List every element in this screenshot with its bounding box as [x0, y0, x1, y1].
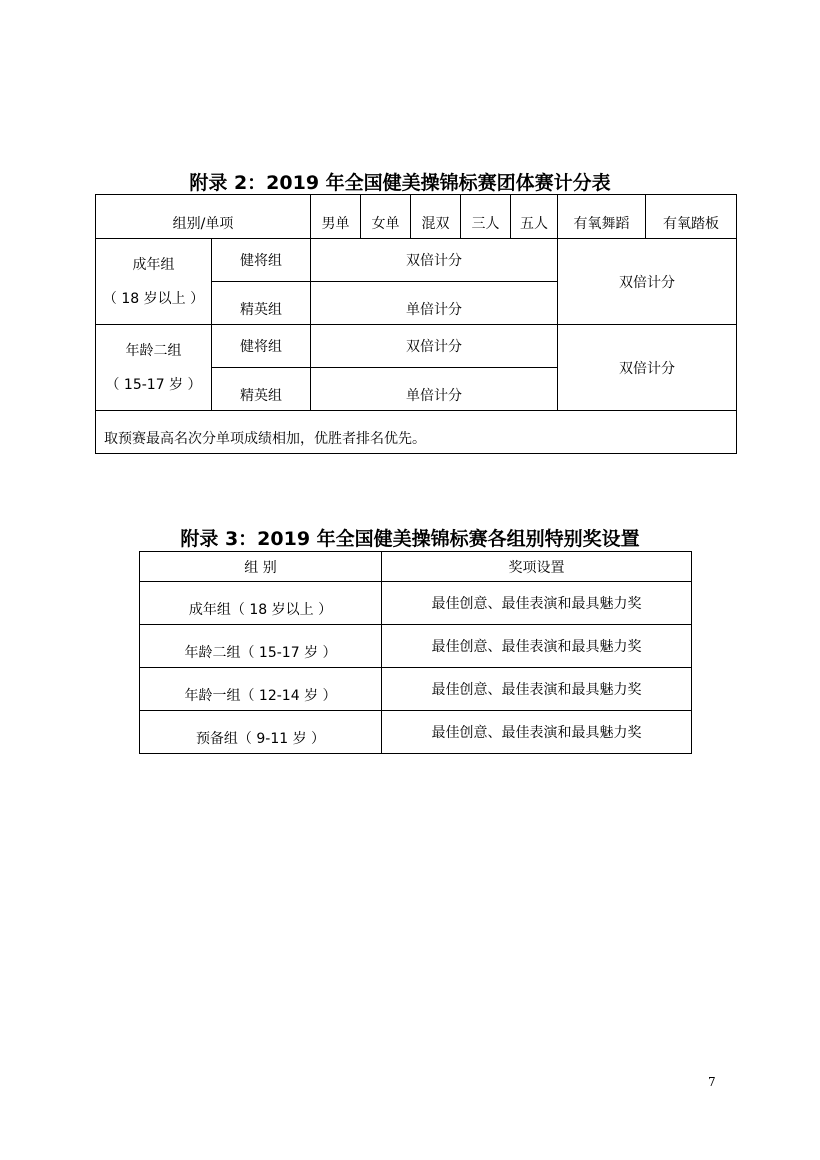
- group-name: 成年组: [132, 256, 175, 273]
- note-cell: 取预赛最高名次分单项成绩相加，优胜者排名优先。: [96, 411, 737, 454]
- subgroup-cell: 健将组: [212, 325, 311, 368]
- group-cell: 年龄一组（ 12-14 岁 ）: [140, 668, 382, 711]
- header-row: [96, 195, 737, 239]
- group-cell: 年龄二组（ 15-17 岁 ）: [140, 625, 382, 668]
- header-cell: 组 别: [140, 552, 382, 582]
- header-cell: 有氧舞蹈: [558, 195, 646, 239]
- group-cell: [96, 239, 212, 325]
- aerobic-score-cell: 双倍计分: [558, 239, 737, 325]
- appendix3-title: 附录 3：2019 年全国健美操锦标赛各组别特别奖设置: [180, 528, 640, 550]
- table-row: [140, 625, 692, 668]
- header-cell: 五人: [511, 195, 558, 239]
- header-cell: 女单: [361, 195, 411, 239]
- table-row: [140, 668, 692, 711]
- header-cell: 组别/单项: [96, 195, 311, 239]
- award-cell: 最佳创意、最佳表演和最具魅力奖: [382, 625, 692, 668]
- table-row: [96, 325, 737, 368]
- table-row: [96, 239, 737, 282]
- aerobic-score-cell: 双倍计分: [558, 325, 737, 411]
- award-cell: 最佳创意、最佳表演和最具魅力奖: [382, 711, 692, 754]
- header-cell: 混双: [411, 195, 461, 239]
- group-age: （ 18 岁以上 ）: [102, 290, 205, 307]
- subgroup-cell: 健将组: [212, 239, 311, 282]
- table-row: [140, 582, 692, 625]
- header-row: [140, 552, 692, 582]
- subgroup-cell: 精英组: [212, 282, 311, 325]
- group-cell: 预备组（ 9-11 岁 ）: [140, 711, 382, 754]
- group-cell: [96, 325, 212, 411]
- group-cell: 成年组（ 18 岁以上 ）: [140, 582, 382, 625]
- header-cell: 男单: [311, 195, 361, 239]
- score-cell: 双倍计分: [311, 239, 558, 282]
- score-cell: 双倍计分: [311, 325, 558, 368]
- award-cell: 最佳创意、最佳表演和最具魅力奖: [382, 668, 692, 711]
- header-cell: 有氧踏板: [646, 195, 737, 239]
- special-awards-table: [139, 551, 692, 754]
- header-cell: 三人: [461, 195, 511, 239]
- group-age: （ 15-17 岁 ）: [105, 376, 202, 393]
- subgroup-cell: 精英组: [212, 368, 311, 411]
- note-row: [96, 411, 737, 454]
- appendix2-title: 附录 2：2019 年全国健美操锦标赛团体赛计分表: [189, 172, 611, 194]
- score-cell: 单倍计分: [311, 282, 558, 325]
- header-cell: 奖项设置: [382, 552, 692, 582]
- page-number: 7: [708, 1075, 716, 1089]
- group-name: 年龄二组: [125, 342, 182, 359]
- table-row: [140, 711, 692, 754]
- score-cell: 单倍计分: [311, 368, 558, 411]
- award-cell: 最佳创意、最佳表演和最具魅力奖: [382, 582, 692, 625]
- team-scoring-table: [95, 194, 737, 454]
